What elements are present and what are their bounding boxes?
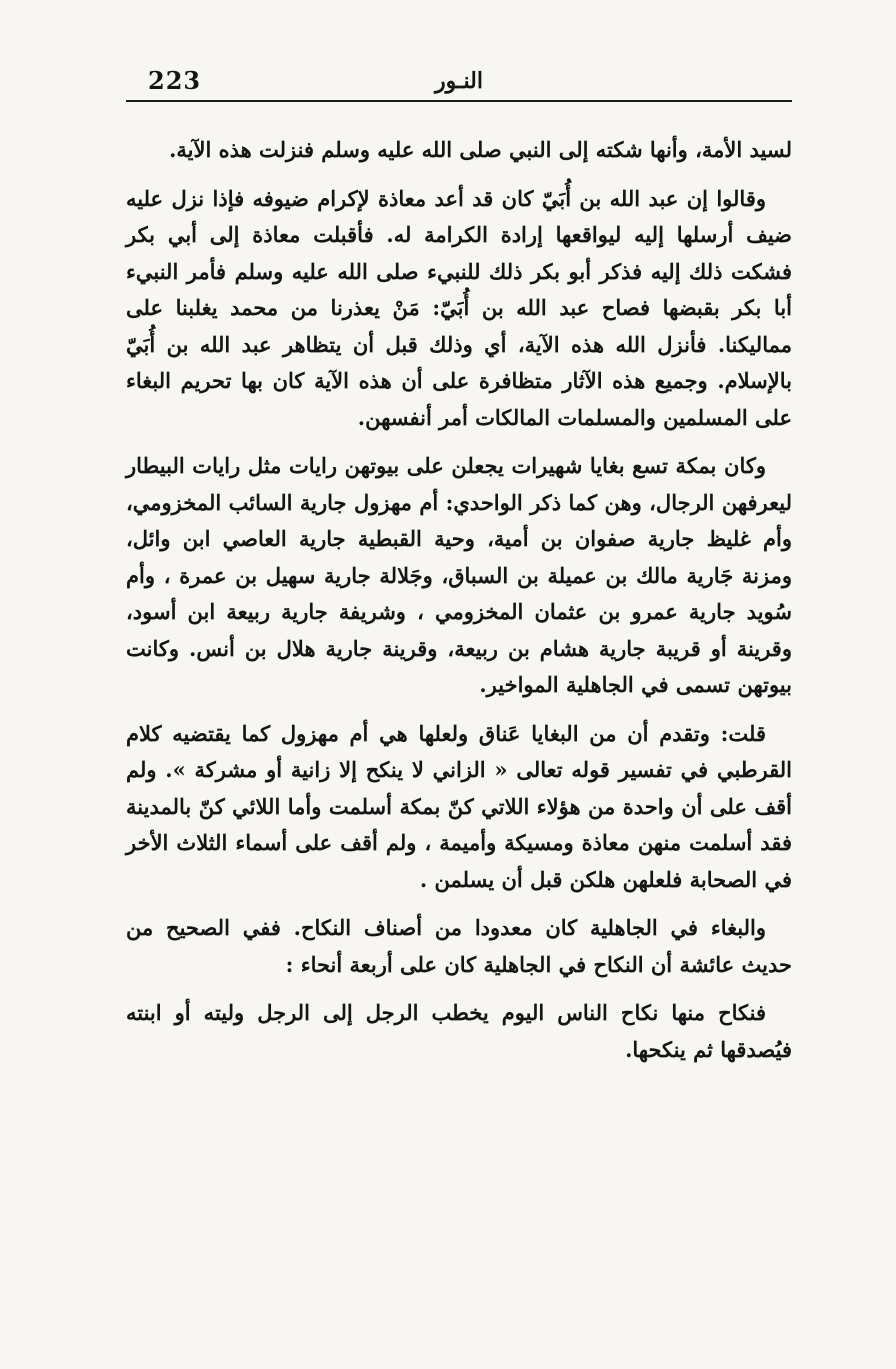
paragraph: لسيد الأمة، وأنها شكته إلى النبي صلى الله عليه وسلم فنزلت هذه الآية. [169,137,792,162]
paragraph: قلت: وتقدم أن من البغايا عَناق ولعلها هي أم مهزول كما يقتضيه كلام القرطبي في تفسير قوله تعالى « الزاني لا ينكح إلا زانية أو مشركة ». ولم أقف على أن واحدة من هؤلاء اللاتي كنّ بمكة أسلمت وأما اللائي كنّ بالمدينة فقد أسلمت منهن معاذة ومسيكة وأميمة ، ولم أقف على أسماء الثلاث الأخر في الصحابة فلعلهن هلكن قبل أن يسلمن . [126,720,792,892]
page-header [126,60,792,102]
body-text [126,132,792,1080]
running-title: النـور [435,68,483,94]
paragraph: وكان بمكة تسع بغايا شهيرات يجعلن على بيوتهن رايات مثل رايات البيطار ليعرفهن الرجال، وهن كما ذكر الواحدي: أم مهزول جارية السائب المخزومي، وأم غليظ جارية صفوان بن أمية، وحية القبطية جارية العاصي ابن وائل، ومزنة جَارية مالك بن عميلة بن السباق، وجَلالة جارية سهيل بن عمرة ، وأم سُويد جارية عمرو بن عثمان المخزومي ، وشريفة جارية ربيعة ابن أسود، وقرينة أو قريبة جارية هشام بن ربيعة، وقرينة جارية هلال بن أنس. وكانت بيوتهن تسمى في الجاهلية المواخير. [126,453,792,697]
page-number: 223 [148,66,202,95]
paragraph: فنكاح منها نكاح الناس اليوم يخطب الرجل إلى الرجل وليته أو ابنته فيُصدقها ثم ينكحها. [126,1000,792,1062]
paragraph: والبغاء في الجاهلية كان معدودا من أصناف النكاح. ففي الصحيح من حديث عائشة أن النكاح في الجاهلية كان على أربعة أنحاء : [126,915,792,977]
paragraph: وقالوا إن عبد الله بن أُبَيّ كان قد أعد معاذة لإكرام ضيوفه فإذا نزل عليه ضيف أرسلها إليه ليواقعها إرادة الكرامة له. فأقبلت معاذة إلى أبي بكر فشكت ذلك إليه فذكر أبو بكر ذلك للنبيء صلى الله عليه وسلم فأمر النبيء أبا بكر بقبضها فصاح عبد الله بن أُبَيّ: مَنْ يعذرنا من محمد يغلبنا على مماليكنا. فأنزل الله هذه الآية، أي وذلك قبل أن يتظاهر عبد الله بن أُبَيّ بالإسلام. وجميع هذه الآثار متظافرة على أن هذه الآية كان بها تحريم البغاء على المسلمين والمسلمات المالكات أمر أنفسهن. [126,185,792,430]
